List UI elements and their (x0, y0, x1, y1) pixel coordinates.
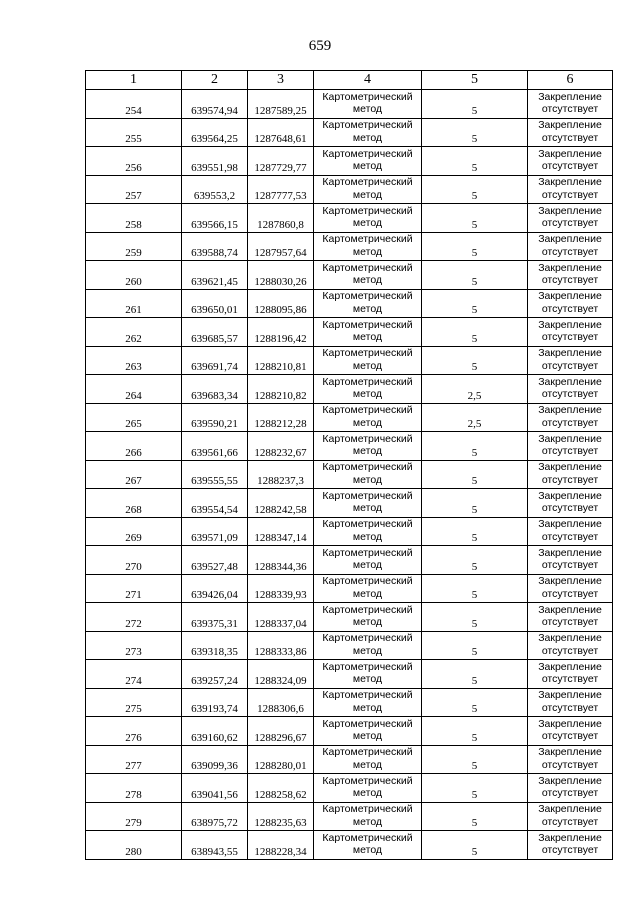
point-number-cell: 258 (86, 204, 182, 233)
point-number-cell: 264 (86, 375, 182, 404)
y-coordinate-cell: 1288228,34 (248, 831, 314, 860)
y-coordinate-cell: 1288337,04 (248, 603, 314, 632)
table-body (86, 90, 613, 860)
accuracy-cell: 5 (422, 289, 528, 318)
fixing-cell: Закрепление отсутствует (528, 232, 613, 261)
table-row (86, 831, 613, 860)
x-coordinate-cell: 639564,25 (182, 118, 248, 147)
table-row (86, 346, 613, 375)
method-cell: Картометрический метод (314, 403, 422, 432)
x-coordinate-cell: 639041,56 (182, 774, 248, 803)
point-number-cell: 263 (86, 346, 182, 375)
x-coordinate-cell: 639193,74 (182, 688, 248, 717)
method-cell: Картометрический метод (314, 261, 422, 290)
y-coordinate-cell: 1288344,36 (248, 546, 314, 575)
method-cell: Картометрический метод (314, 204, 422, 233)
accuracy-cell: 5 (422, 346, 528, 375)
accuracy-cell: 5 (422, 432, 528, 461)
header-col-3: 3 (248, 71, 314, 90)
point-number-cell: 255 (86, 118, 182, 147)
x-coordinate-cell: 639588,74 (182, 232, 248, 261)
y-coordinate-cell: 1287860,8 (248, 204, 314, 233)
y-coordinate-cell: 1288196,42 (248, 318, 314, 347)
x-coordinate-cell: 639257,24 (182, 660, 248, 689)
y-coordinate-cell: 1287648,61 (248, 118, 314, 147)
point-number-cell: 275 (86, 688, 182, 717)
accuracy-cell: 5 (422, 774, 528, 803)
accuracy-cell: 5 (422, 489, 528, 518)
x-coordinate-cell: 639561,66 (182, 432, 248, 461)
accuracy-cell: 5 (422, 90, 528, 119)
method-cell: Картометрический метод (314, 489, 422, 518)
fixing-cell: Закрепление отсутствует (528, 432, 613, 461)
accuracy-cell: 5 (422, 517, 528, 546)
fixing-cell: Закрепление отсутствует (528, 261, 613, 290)
x-coordinate-cell: 639691,74 (182, 346, 248, 375)
table-row (86, 289, 613, 318)
fixing-cell: Закрепление отсутствует (528, 318, 613, 347)
point-number-cell: 276 (86, 717, 182, 746)
y-coordinate-cell: 1287729,77 (248, 147, 314, 176)
method-cell: Картометрический метод (314, 688, 422, 717)
fixing-cell: Закрепление отсутствует (528, 660, 613, 689)
coordinates-table (85, 70, 613, 860)
fixing-cell: Закрепление отсутствует (528, 717, 613, 746)
point-number-cell: 274 (86, 660, 182, 689)
fixing-cell: Закрепление отсутствует (528, 688, 613, 717)
fixing-cell: Закрепление отсутствует (528, 289, 613, 318)
accuracy-cell: 5 (422, 261, 528, 290)
method-cell: Картометрический метод (314, 175, 422, 204)
y-coordinate-cell: 1288212,28 (248, 403, 314, 432)
accuracy-cell: 5 (422, 318, 528, 347)
x-coordinate-cell: 639555,55 (182, 460, 248, 489)
fixing-cell: Закрепление отсутствует (528, 546, 613, 575)
accuracy-cell: 5 (422, 546, 528, 575)
accuracy-cell: 5 (422, 603, 528, 632)
point-number-cell: 269 (86, 517, 182, 546)
fixing-cell: Закрепление отсутствует (528, 802, 613, 831)
method-cell: Картометрический метод (314, 118, 422, 147)
table-row (86, 432, 613, 461)
table-row (86, 175, 613, 204)
fixing-cell: Закрепление отсутствует (528, 631, 613, 660)
x-coordinate-cell: 638943,55 (182, 831, 248, 860)
x-coordinate-cell: 639590,21 (182, 403, 248, 432)
x-coordinate-cell: 639574,94 (182, 90, 248, 119)
fixing-cell: Закрепление отсутствует (528, 147, 613, 176)
table-row (86, 318, 613, 347)
y-coordinate-cell: 1287777,53 (248, 175, 314, 204)
header-col-2: 2 (182, 71, 248, 90)
point-number-cell: 257 (86, 175, 182, 204)
y-coordinate-cell: 1287589,25 (248, 90, 314, 119)
x-coordinate-cell: 639571,09 (182, 517, 248, 546)
table-row (86, 147, 613, 176)
point-number-cell: 273 (86, 631, 182, 660)
table-row (86, 118, 613, 147)
header-row (86, 71, 613, 90)
x-coordinate-cell: 639375,31 (182, 603, 248, 632)
fixing-cell: Закрепление отсутствует (528, 403, 613, 432)
method-cell: Картометрический метод (314, 631, 422, 660)
header-col-6: 6 (528, 71, 613, 90)
accuracy-cell: 5 (422, 204, 528, 233)
accuracy-cell: 2,5 (422, 403, 528, 432)
accuracy-cell: 5 (422, 688, 528, 717)
point-number-cell: 277 (86, 745, 182, 774)
x-coordinate-cell: 639621,45 (182, 261, 248, 290)
fixing-cell: Закрепление отсутствует (528, 831, 613, 860)
table-row (86, 517, 613, 546)
y-coordinate-cell: 1288237,3 (248, 460, 314, 489)
point-number-cell: 260 (86, 261, 182, 290)
accuracy-cell: 5 (422, 802, 528, 831)
fixing-cell: Закрепление отсутствует (528, 375, 613, 404)
table-row (86, 688, 613, 717)
point-number-cell: 261 (86, 289, 182, 318)
method-cell: Картометрический метод (314, 546, 422, 575)
table-row (86, 745, 613, 774)
x-coordinate-cell: 639553,2 (182, 175, 248, 204)
accuracy-cell: 5 (422, 574, 528, 603)
accuracy-cell: 5 (422, 147, 528, 176)
x-coordinate-cell: 639566,15 (182, 204, 248, 233)
method-cell: Картометрический метод (314, 603, 422, 632)
y-coordinate-cell: 1288030,26 (248, 261, 314, 290)
y-coordinate-cell: 1288210,81 (248, 346, 314, 375)
y-coordinate-cell: 1287957,64 (248, 232, 314, 261)
x-coordinate-cell: 639099,36 (182, 745, 248, 774)
table-row (86, 489, 613, 518)
x-coordinate-cell: 639554,54 (182, 489, 248, 518)
point-number-cell: 280 (86, 831, 182, 860)
method-cell: Картометрический метод (314, 289, 422, 318)
table-row (86, 460, 613, 489)
y-coordinate-cell: 1288242,58 (248, 489, 314, 518)
point-number-cell: 256 (86, 147, 182, 176)
y-coordinate-cell: 1288280,01 (248, 745, 314, 774)
accuracy-cell: 5 (422, 831, 528, 860)
fixing-cell: Закрепление отсутствует (528, 774, 613, 803)
method-cell: Картометрический метод (314, 717, 422, 746)
table-row (86, 546, 613, 575)
y-coordinate-cell: 1288306,6 (248, 688, 314, 717)
table-row (86, 660, 613, 689)
table-row (86, 802, 613, 831)
y-coordinate-cell: 1288333,86 (248, 631, 314, 660)
fixing-cell: Закрепление отсутствует (528, 118, 613, 147)
method-cell: Картометрический метод (314, 802, 422, 831)
point-number-cell: 272 (86, 603, 182, 632)
y-coordinate-cell: 1288095,86 (248, 289, 314, 318)
table-row (86, 717, 613, 746)
method-cell: Картометрический метод (314, 517, 422, 546)
table-row (86, 90, 613, 119)
y-coordinate-cell: 1288258,62 (248, 774, 314, 803)
table-row (86, 631, 613, 660)
table-row (86, 603, 613, 632)
method-cell: Картометрический метод (314, 574, 422, 603)
x-coordinate-cell: 639551,98 (182, 147, 248, 176)
fixing-cell: Закрепление отсутствует (528, 574, 613, 603)
fixing-cell: Закрепление отсутствует (528, 204, 613, 233)
method-cell: Картометрический метод (314, 745, 422, 774)
method-cell: Картометрический метод (314, 432, 422, 461)
method-cell: Картометрический метод (314, 346, 422, 375)
method-cell: Картометрический метод (314, 774, 422, 803)
y-coordinate-cell: 1288296,67 (248, 717, 314, 746)
accuracy-cell: 5 (422, 175, 528, 204)
y-coordinate-cell: 1288347,14 (248, 517, 314, 546)
accuracy-cell: 5 (422, 631, 528, 660)
fixing-cell: Закрепление отсутствует (528, 90, 613, 119)
point-number-cell: 279 (86, 802, 182, 831)
accuracy-cell: 5 (422, 717, 528, 746)
accuracy-cell: 2,5 (422, 375, 528, 404)
method-cell: Картометрический метод (314, 460, 422, 489)
accuracy-cell: 5 (422, 745, 528, 774)
point-number-cell: 265 (86, 403, 182, 432)
table-row (86, 774, 613, 803)
table-row (86, 375, 613, 404)
y-coordinate-cell: 1288339,93 (248, 574, 314, 603)
header-col-4: 4 (314, 71, 422, 90)
point-number-cell: 271 (86, 574, 182, 603)
y-coordinate-cell: 1288210,82 (248, 375, 314, 404)
method-cell: Картометрический метод (314, 318, 422, 347)
method-cell: Картометрический метод (314, 232, 422, 261)
method-cell: Картометрический метод (314, 90, 422, 119)
table-row (86, 204, 613, 233)
table-row (86, 574, 613, 603)
page-number: 659 (308, 38, 332, 54)
fixing-cell: Закрепление отсутствует (528, 175, 613, 204)
table-row (86, 403, 613, 432)
point-number-cell: 262 (86, 318, 182, 347)
fixing-cell: Закрепление отсутствует (528, 346, 613, 375)
method-cell: Картометрический метод (314, 660, 422, 689)
method-cell: Картометрический метод (314, 147, 422, 176)
point-number-cell: 268 (86, 489, 182, 518)
x-coordinate-cell: 638975,72 (182, 802, 248, 831)
table-row (86, 232, 613, 261)
x-coordinate-cell: 639527,48 (182, 546, 248, 575)
fixing-cell: Закрепление отсутствует (528, 603, 613, 632)
point-number-cell: 254 (86, 90, 182, 119)
x-coordinate-cell: 639426,04 (182, 574, 248, 603)
fixing-cell: Закрепление отсутствует (528, 489, 613, 518)
method-cell: Картометрический метод (314, 375, 422, 404)
y-coordinate-cell: 1288235,63 (248, 802, 314, 831)
point-number-cell: 267 (86, 460, 182, 489)
fixing-cell: Закрепление отсутствует (528, 460, 613, 489)
header-col-5: 5 (422, 71, 528, 90)
accuracy-cell: 5 (422, 460, 528, 489)
fixing-cell: Закрепление отсутствует (528, 517, 613, 546)
x-coordinate-cell: 639685,57 (182, 318, 248, 347)
point-number-cell: 259 (86, 232, 182, 261)
point-number-cell: 270 (86, 546, 182, 575)
method-cell: Картометрический метод (314, 831, 422, 860)
point-number-cell: 278 (86, 774, 182, 803)
header-col-1: 1 (86, 71, 182, 90)
x-coordinate-cell: 639650,01 (182, 289, 248, 318)
x-coordinate-cell: 639683,34 (182, 375, 248, 404)
x-coordinate-cell: 639160,62 (182, 717, 248, 746)
accuracy-cell: 5 (422, 232, 528, 261)
accuracy-cell: 5 (422, 660, 528, 689)
point-number-cell: 266 (86, 432, 182, 461)
table-row (86, 261, 613, 290)
fixing-cell: Закрепление отсутствует (528, 745, 613, 774)
y-coordinate-cell: 1288232,67 (248, 432, 314, 461)
y-coordinate-cell: 1288324,09 (248, 660, 314, 689)
accuracy-cell: 5 (422, 118, 528, 147)
x-coordinate-cell: 639318,35 (182, 631, 248, 660)
